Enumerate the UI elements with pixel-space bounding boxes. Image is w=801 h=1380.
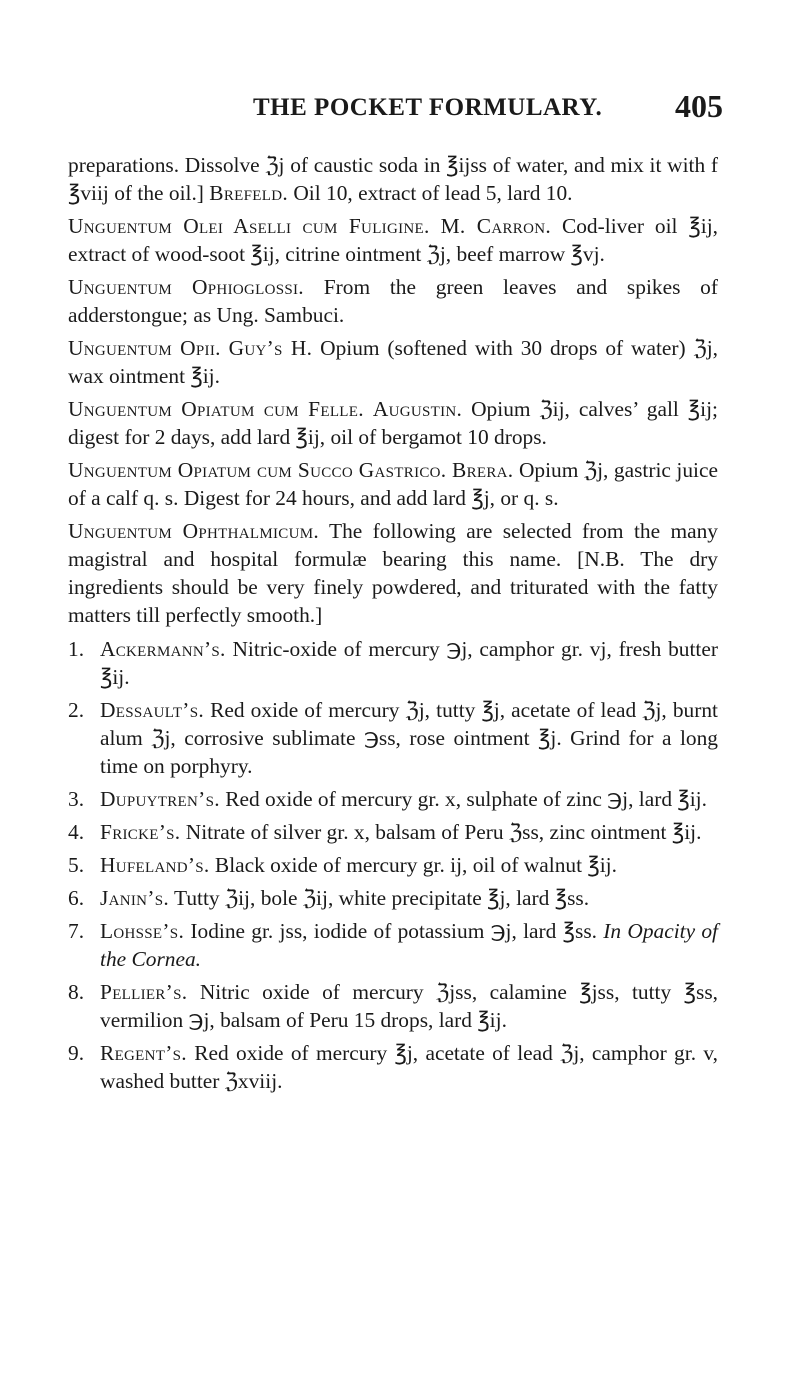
formula-item: [68, 1039, 718, 1095]
formula-name: Pellier’s.: [100, 980, 188, 1004]
formula-text: Red oxide of mercury ℥j, acetate of lead ℨj, camphor gr. v, washed butter ℨxviij.: [100, 1041, 718, 1093]
formula-item: [68, 917, 718, 973]
formula-text: Nitric oxide of mercury ℨjss, calamine ℥jss, tutty ℥ss, vermilion ℈j, balsam of Peru 15 drops, lard ℥ij.: [100, 980, 718, 1032]
formula-name: Dupuytren’s.: [100, 787, 220, 811]
formula-number: 5.: [68, 853, 85, 877]
entry-text: Opium (softened with 30 drops of water) ℨj, wax ointment ℥ij.: [68, 336, 718, 388]
page-number: 405: [675, 88, 723, 124]
entry-unguentum-opii: [68, 334, 718, 390]
entry-text: Cod-liver oil ℥ij, extract of wood-soot ℥ij, citrine ointment ℨj, beef marrow ℥vj.: [68, 214, 718, 266]
formula-text: Nitrate of silver gr. x, balsam of Peru ℨss, zinc ointment ℥ij.: [185, 820, 702, 844]
entry-unguentum-opiatum-gastrico: [68, 456, 718, 512]
formula-text: Tutty ℨij, bole ℨij, white precipitate ℥j, lard ℥ss.: [174, 886, 590, 910]
entry-unguentum-opiatum-felle: [68, 395, 718, 451]
formula-text: Nitric-oxide of mercury ℈j, camphor gr. vj, fresh butter ℥ij.: [100, 637, 718, 689]
formula-number: 4.: [68, 820, 85, 844]
formula-text: Black oxide of mercury gr. ij, oil of walnut ℥ij.: [214, 853, 617, 877]
formula-name: Janin’s.: [100, 886, 170, 910]
formula-number: 3.: [68, 787, 85, 811]
entry-unguentum-olei-aselli: [68, 212, 718, 268]
running-title: THE POCKET FORMULARY.: [253, 94, 603, 121]
formula-list: [68, 635, 718, 1095]
entry-unguentum-ophthalmicum: [68, 517, 718, 629]
formula-item: [68, 635, 718, 691]
formula-item: [68, 978, 718, 1034]
formula-text: Red oxide of mercury ℨj, tutty ℥j, acetate of lead ℨj, burnt alum ℨj, corrosive sublimate ℈ss, rose ointment ℥j. Grind for a long time on porphyry.: [100, 698, 718, 778]
entry-title: Unguentum Ophthalmicum.: [68, 519, 320, 543]
continuation-rest: Oil 10, extract of lead 5, lard 10.: [293, 181, 573, 205]
entry-text: From the green leaves and spikes of adderstongue; as Ung. Sambuci.: [68, 275, 718, 327]
formula-item: [68, 884, 718, 912]
formula-name: Lohsse’s.: [100, 919, 185, 943]
formula-name: Regent’s.: [100, 1041, 187, 1065]
formula-name: Fricke’s.: [100, 820, 181, 844]
formula-number: 9.: [68, 1041, 85, 1065]
continuation-author: Brefeld.: [209, 181, 288, 205]
entry-author: Augustin.: [372, 397, 463, 421]
formula-item: [68, 818, 718, 846]
formula-note: In Opacity of the Cornea.: [100, 919, 718, 971]
formula-text: Iodine gr. jss, iodide of potassium ℈j, lard ℥ss.: [190, 919, 597, 943]
running-head: [0, 88, 801, 134]
formula-item: [68, 785, 718, 813]
formula-item: [68, 696, 718, 780]
entry-text: The following are selected from the many magistral and hospital formulæ bearing this name. [N.B. The dry ingredients should be very finely powdered, and triturated with the fatty matters till perfectly smooth.]: [68, 519, 718, 627]
entry-author: M. Carron.: [440, 214, 552, 238]
entry-text: Opium ℨij, calves’ gall ℥ij; digest for 2 days, add lard ℥ij, oil of bergamot 10 drops.: [68, 397, 718, 449]
continuation-text: preparations. Dissolve ℨj of caustic soda in ℥ijss of water, and mix it with f ℥viij of the oil.]: [68, 153, 718, 205]
formula-number: 1.: [68, 637, 85, 661]
formula-number: 6.: [68, 886, 85, 910]
entry-unguentum-ophioglossi: [68, 273, 718, 329]
continuation-paragraph: [68, 151, 718, 207]
entry-title: Unguentum Opiatum cum Felle.: [68, 397, 364, 421]
entry-author: Guy’s H.: [228, 336, 313, 360]
entry-title: Unguentum Opii.: [68, 336, 221, 360]
formula-number: 7.: [68, 919, 85, 943]
formula-number: 8.: [68, 980, 85, 1004]
formula-name: Ackermann’s.: [100, 637, 226, 661]
entry-text: Opium ℨj, gastric juice of a calf q. s. Digest for 24 hours, and add lard ℥j, or q. s.: [68, 458, 718, 510]
page-body: [68, 151, 718, 1100]
entry-title: Unguentum Opiatum cum Succo Gastrico.: [68, 458, 447, 482]
formula-number: 2.: [68, 698, 85, 722]
formula-text: Red oxide of mercury gr. x, sulphate of zinc ℈j, lard ℥ij.: [225, 787, 707, 811]
entry-title: Unguentum Ophioglossi.: [68, 275, 304, 299]
formula-name: Hufeland’s.: [100, 853, 210, 877]
entry-author: Brera.: [452, 458, 514, 482]
formula-item: [68, 851, 718, 879]
formula-name: Dessault’s.: [100, 698, 205, 722]
entry-title: Unguentum Olei Aselli cum Fuligine.: [68, 214, 430, 238]
